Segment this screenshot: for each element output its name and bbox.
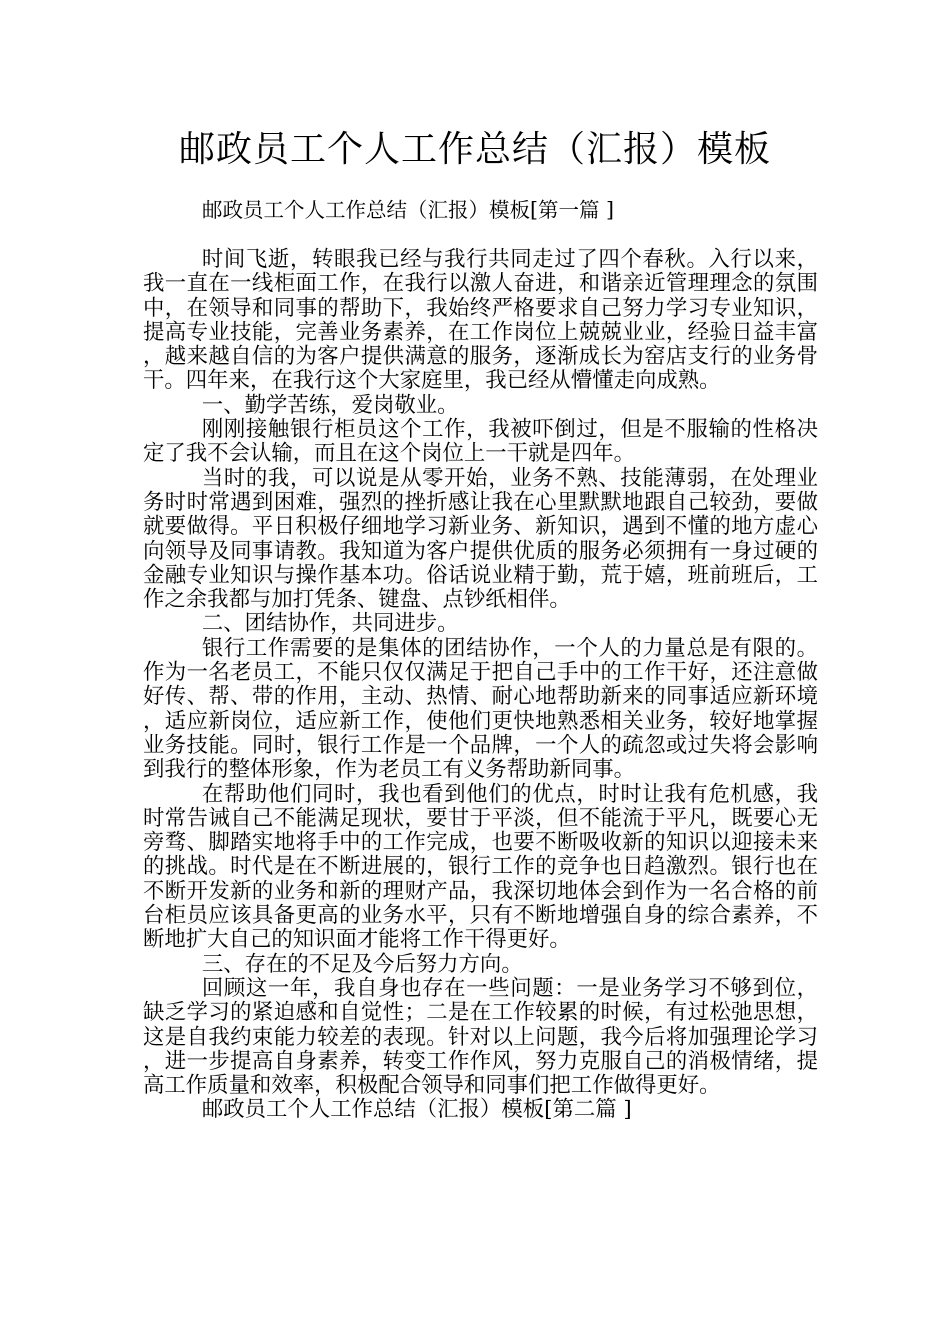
document-subtitle: 邮政员工个人工作总结（汇报）模板[第一篇 ]: [202, 198, 615, 222]
paragraph-intro: 时间飞逝，转眼我已经与我行共同走过了四个春秋。入行以来，我一直在一线柜面工作，在我行以激人奋进，和谐亲近管理理念的氛围中，在领导和同事的帮助下，我始终严格要求自己努力学习专业知识，提高专业技能，完善业务素养，在工作岗位上兢兢业业，经验日益丰富，越来越自信的为客户提供满意的服务，逐渐成长为窑店支行的业务骨干。四年来，在我行这个大家庭里，我已经从懵懂走向成熟。: [143, 247, 818, 394]
document-body: [143, 248, 818, 1123]
next-section-title: 邮政员工个人工作总结（汇报）模板[第二篇 ]: [201, 1097, 632, 1123]
paragraph: 银行工作需要的是集体的团结协作，一个人的力量总是有限的。作为一名老员工，不能只仅仅满足于把自己手中的工作干好，还注意做好传、帮、带的作用，主动、热情、耐心地帮助新来的同事适应新环境，适应新岗位，适应新工作，使他们更快地熟悉相关业务，较好地掌握业务技能。同时，银行工作是一个品牌，一个人的疏忽或过失将会影响到我行的整体形象，作为老员工有义务帮助新同事。: [143, 635, 818, 783]
document-title: 邮政员工个人工作总结（汇报）模板: [178, 129, 771, 170]
paragraph: 回顾这一年，我自身也存在一些问题：一是业务学习不够到位，缺乏学习的紧迫感和自觉性；二是在工作较累的时候，有过松弛思想，这是自我约束能力较差的表现。针对以上问题，我今后将加强理论学习，进一步提高自身素养，转变工作作风，努力克服自己的消极情绪，提高工作质量和效率，积极配合领导和同事们把工作做得更好。: [143, 975, 818, 1099]
section-heading-3: 三、存在的不足及今后努力方向。: [201, 951, 523, 977]
paragraph: 在帮助他们同时，我也看到他们的优点，时时让我有危机感，我时常告诫自己不能满足现状，要甘于平淡，但不能流于平凡，既要心无旁骛、脚踏实地将手中的工作完成，也要不断吸收新的知识以迎接未来的挑战。时代是在不断进展的，银行工作的竞争也日趋激烈。银行也在不断开发新的业务和新的理财产品，我深切地体会到作为一名合格的前台柜员应该具备更高的业务水平，只有不断地增强自身的综合素养，不断地扩大自己的知识面才能将工作干得更好。: [143, 781, 818, 953]
section-heading-1: 一、勤学苦练，爱岗敬业。: [201, 392, 459, 418]
section-heading-2: 二、团结协作，共同进步。: [201, 611, 459, 637]
paragraph: 刚刚接触银行柜员这个工作，我被吓倒过，但是不服输的性格决定了我不会认输，而且在这个岗位上一干就是四年。: [143, 417, 818, 467]
paragraph: 当时的我，可以说是从零开始，业务不熟、技能薄弱，在处理业务时时常遇到困难，强烈的挫折感让我在心里默默地跟自己较劲，要做就要做得。平日积极仔细地学习新业务、新知识，遇到不懂的地方虚心向领导及同事请教。我知道为客户提供优质的服务必须拥有一身过硬的金融专业知识与操作基本功。俗话说业精于勤，荒于嬉，班前班后，工作之余我都与加打凭条、键盘、点钞纸相伴。: [143, 465, 818, 613]
